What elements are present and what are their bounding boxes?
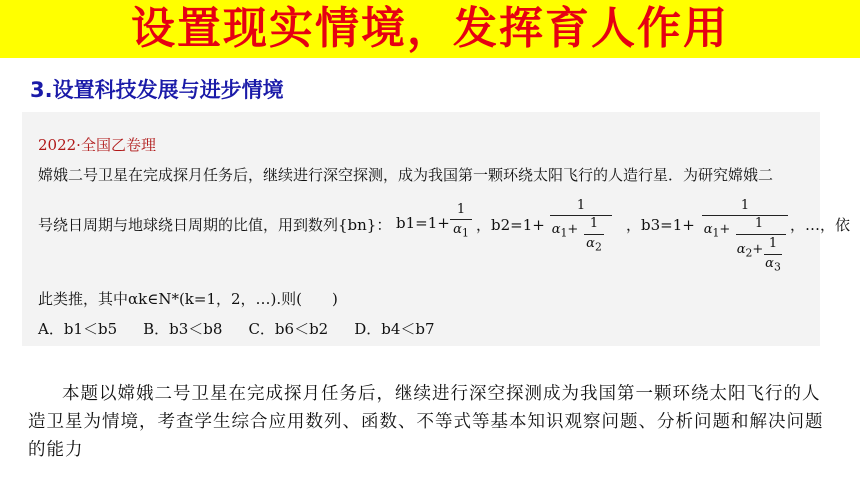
title-banner xyxy=(0,0,860,58)
problem-line-3: 此类推，其中αk∈N*(k=1，2，…).则( ) xyxy=(38,290,338,308)
slide-title: 设置现实情境，发挥育人作用 xyxy=(131,3,729,54)
b3-label: ，b3=1+ xyxy=(626,216,695,234)
option-b: B．b3＜b8 xyxy=(143,320,223,338)
problem-image xyxy=(22,112,851,346)
description-paragraph: 本题以嫦娥二号卫星在完成探月任务后，继续进行深空探测成为我国第一颗环绕太阳飞行的人造卫星为情境，考查学生综合应用数列、函数、不等式等基本知识观察问题、分析问题和解决问题的能力 xyxy=(28,384,824,460)
section-heading: 3.设置科技发展与进步情境 xyxy=(30,78,284,102)
option-c: C．b6＜b2 xyxy=(248,320,329,338)
problem-line-1: 嫦娥二号卫星在完成探月任务后，继续进行深空探测，成为我国第一颗环绕太阳飞行的人造行星．为研究嫦娥二 xyxy=(38,166,774,184)
line2-prefix: 号绕日周期与地球绕日周期的比值，用到数列{bn}： xyxy=(38,216,392,234)
b1-label: b1=1+ xyxy=(396,214,450,232)
exam-tag: 2022·全国乙卷理 xyxy=(38,136,156,154)
answer-options xyxy=(38,318,435,339)
problem-line-2: 号绕日周期与地球绕日周期的比值，用到数列{bn}： b1=1+ 1 $\alpha_1$ ，b2=1+ 1 $\alpha_1+$ 1 $\alpha_2$ ，b3=1+ 1 $\alpha_1+$ 1 $\alpha_2+$ 1 $\alpha_3$ ，…，依 xyxy=(38,198,851,274)
sequence-suffix: ，…，依 xyxy=(790,216,851,234)
b2-label: ，b2=1+ xyxy=(476,216,545,234)
option-d: D．b4＜b7 xyxy=(354,320,435,338)
option-a: A．b1＜b5 xyxy=(38,320,118,338)
